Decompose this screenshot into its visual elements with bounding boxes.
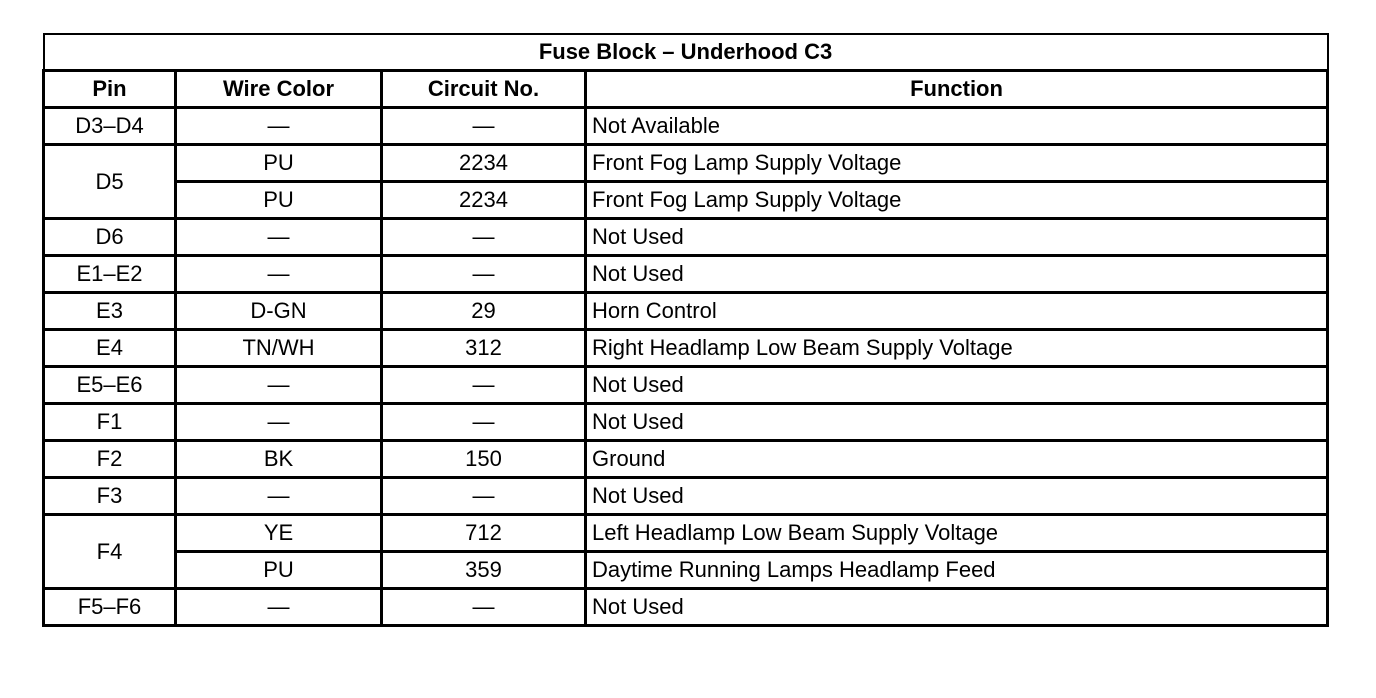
- function-cell: Front Fog Lamp Supply Voltage: [586, 145, 1328, 182]
- wire-color-cell: —: [176, 219, 382, 256]
- function-cell: Horn Control: [586, 293, 1328, 330]
- function-cell: Right Headlamp Low Beam Supply Voltage: [586, 330, 1328, 367]
- circuit-cell: —: [382, 108, 586, 145]
- circuit-cell: —: [382, 256, 586, 293]
- table-row: [44, 515, 1328, 552]
- table-row: [44, 552, 1328, 589]
- table-title-row: [44, 34, 1328, 71]
- pin-cell: F5–F6: [44, 589, 176, 626]
- wire-color-cell: PU: [176, 145, 382, 182]
- wire-color-cell: —: [176, 478, 382, 515]
- header-pin: Pin: [44, 71, 176, 108]
- circuit-cell: —: [382, 367, 586, 404]
- circuit-cell: —: [382, 589, 586, 626]
- table-row: [44, 330, 1328, 367]
- pin-cell: F4: [44, 515, 176, 589]
- pin-cell: E4: [44, 330, 176, 367]
- function-cell: Left Headlamp Low Beam Supply Voltage: [586, 515, 1328, 552]
- function-cell: Not Available: [586, 108, 1328, 145]
- circuit-cell: 359: [382, 552, 586, 589]
- pin-cell: F3: [44, 478, 176, 515]
- function-cell: Daytime Running Lamps Headlamp Feed: [586, 552, 1328, 589]
- pin-cell: D3–D4: [44, 108, 176, 145]
- circuit-cell: 2234: [382, 145, 586, 182]
- table-row: [44, 404, 1328, 441]
- pin-cell: D6: [44, 219, 176, 256]
- pin-cell: F2: [44, 441, 176, 478]
- wire-color-cell: —: [176, 108, 382, 145]
- wire-color-cell: D-GN: [176, 293, 382, 330]
- circuit-cell: 150: [382, 441, 586, 478]
- pin-cell: D5: [44, 145, 176, 219]
- fuse-block-table: [42, 33, 1329, 627]
- pin-cell: E3: [44, 293, 176, 330]
- table-title: Fuse Block – Underhood C3: [44, 34, 1328, 71]
- table-row: [44, 219, 1328, 256]
- wire-color-cell: —: [176, 367, 382, 404]
- pin-cell: E5–E6: [44, 367, 176, 404]
- function-cell: Ground: [586, 441, 1328, 478]
- table-row: [44, 367, 1328, 404]
- function-cell: Not Used: [586, 367, 1328, 404]
- circuit-cell: 712: [382, 515, 586, 552]
- wire-color-cell: —: [176, 256, 382, 293]
- circuit-cell: —: [382, 404, 586, 441]
- function-cell: Front Fog Lamp Supply Voltage: [586, 182, 1328, 219]
- pin-cell: F1: [44, 404, 176, 441]
- circuit-cell: 2234: [382, 182, 586, 219]
- wire-color-cell: PU: [176, 182, 382, 219]
- circuit-cell: 312: [382, 330, 586, 367]
- wire-color-cell: TN/WH: [176, 330, 382, 367]
- table-row: [44, 441, 1328, 478]
- wire-color-cell: BK: [176, 441, 382, 478]
- function-cell: Not Used: [586, 219, 1328, 256]
- table-row: [44, 182, 1328, 219]
- wire-color-cell: —: [176, 404, 382, 441]
- table-row: [44, 108, 1328, 145]
- pin-cell: E1–E2: [44, 256, 176, 293]
- table-row: [44, 256, 1328, 293]
- header-wire-color: Wire Color: [176, 71, 382, 108]
- function-cell: Not Used: [586, 589, 1328, 626]
- function-cell: Not Used: [586, 478, 1328, 515]
- wire-color-cell: YE: [176, 515, 382, 552]
- table-row: [44, 589, 1328, 626]
- circuit-cell: —: [382, 219, 586, 256]
- header-circuit: Circuit No.: [382, 71, 586, 108]
- circuit-cell: —: [382, 478, 586, 515]
- table-header-row: [44, 71, 1328, 108]
- table-row: [44, 293, 1328, 330]
- circuit-cell: 29: [382, 293, 586, 330]
- function-cell: Not Used: [586, 256, 1328, 293]
- wire-color-cell: —: [176, 589, 382, 626]
- wire-color-cell: PU: [176, 552, 382, 589]
- header-function: Function: [586, 71, 1328, 108]
- table-row: [44, 478, 1328, 515]
- function-cell: Not Used: [586, 404, 1328, 441]
- table-row: [44, 145, 1328, 182]
